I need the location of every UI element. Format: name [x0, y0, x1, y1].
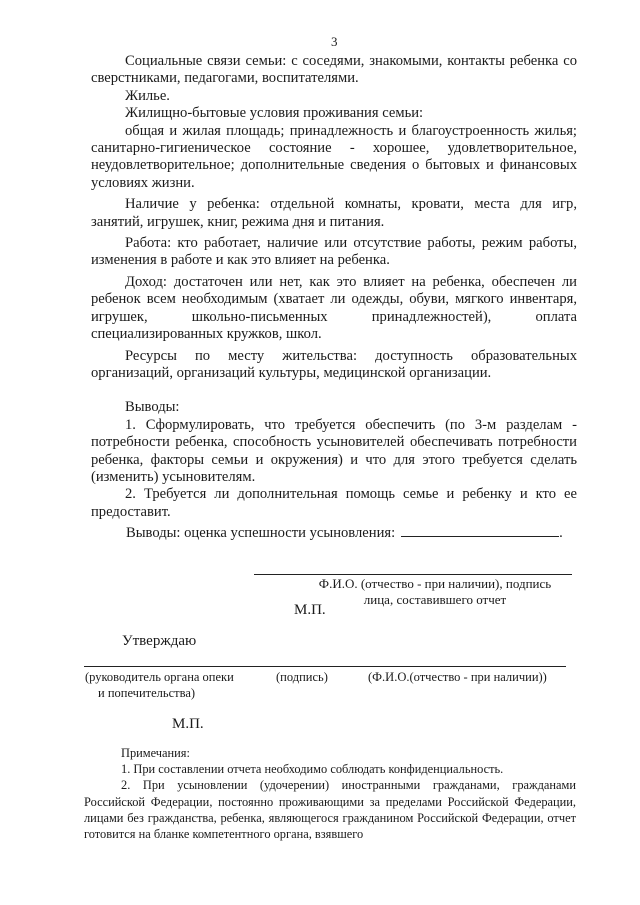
paragraph-child-room: Наличие у ребенка: отдельной комнаты, кровати, места для игр, занятий, игрушек, книг, режима дня и питания.	[91, 196, 577, 230]
approval-line	[84, 666, 566, 667]
signature-caption	[300, 576, 570, 608]
note-item: 1. При составлении отчета необходимо соблюдать конфиденциальность.	[121, 762, 504, 777]
note-item: 2. При усыновлении (удочерении) иностранными гражданами, гражданами Российской Федерации, постоянно проживающими за пределами Российской Федерации, лицами без гражданства, ребенка, являющегося гражданином Российской Федерации, отчет готовится на бланке компетентного органа, взявшего	[84, 778, 576, 842]
evaluation-end: .	[559, 525, 563, 541]
stamp-label: М.П.	[172, 716, 204, 732]
approval-caption-fio: (Ф.И.О.(отчество - при наличии))	[368, 670, 547, 684]
approval-caption-sign: (подпись)	[276, 670, 328, 684]
conclusion-item: 1. Сформулировать, что требуется обеспечить (по 3-м разделам - потребности ребенка, способность усыновителей обеспечивать потребности ребенка, факторы семьи и окружения) и что для этого требуется сделать (изменить) усыновителям.	[91, 416, 577, 485]
signature-caption-line: лица, составившего отчет	[363, 592, 507, 607]
paragraph-housing: Жилье.	[125, 87, 170, 104]
approval-caption-head: (руководитель органа опеки и попечительства)	[85, 670, 234, 700]
signature-line	[254, 574, 572, 575]
paragraph-living-conditions: Жилищно-бытовые условия проживания семьи:	[125, 105, 424, 122]
signature-caption-line: Ф.И.О. (отчество - при наличии), подпись	[318, 576, 552, 591]
approval-label: Утверждаю	[122, 633, 197, 649]
paragraph-area: общая и жилая площадь; принадлежность и благоустроенность жилья; санитарно-гигиеническое состояние - хорошее, удовлетворительное, неудовлетворительное; дополнительные сведения о бытовых и финансовых условиях жизни.	[91, 122, 577, 191]
notes	[84, 745, 576, 842]
paragraph-resources: Ресурсы по месту жительства: доступность образовательных организаций, организаций культуры, медицинской организации.	[91, 347, 577, 381]
conclusion-item: 2. Требуется ли дополнительная помощь семье и ребенку и кто ее предоставит.	[91, 486, 577, 520]
paragraph-income: Доход: достаточен или нет, как это влияет на ребенка, обеспечен ли ребенок всем необходимым (хватает ли одежды, обуви, мягкого инвентаря, игрушек, школьно-письменных принадлежностей), оплата специализированных кружков, школ.	[91, 273, 577, 343]
paragraph-work: Работа: кто работает, наличие или отсутствие работы, режим работы, изменения в работе и как это влияет на ребенка.	[91, 235, 577, 269]
evaluation-line	[126, 524, 563, 542]
notes-heading: Примечания:	[121, 746, 190, 760]
conclusions-heading: Выводы:	[125, 399, 180, 416]
stamp-label: М.П.	[294, 602, 326, 618]
paragraph-social-ties: Социальные связи семьи: с соседями, знакомыми, контакты ребенка со сверстниками, педагогами, воспитателями.	[91, 53, 577, 87]
page-number: 3	[331, 34, 338, 49]
evaluation-label: Выводы: оценка успешности усыновления:	[126, 525, 396, 541]
report-body	[91, 53, 577, 521]
evaluation-blank	[401, 524, 559, 537]
